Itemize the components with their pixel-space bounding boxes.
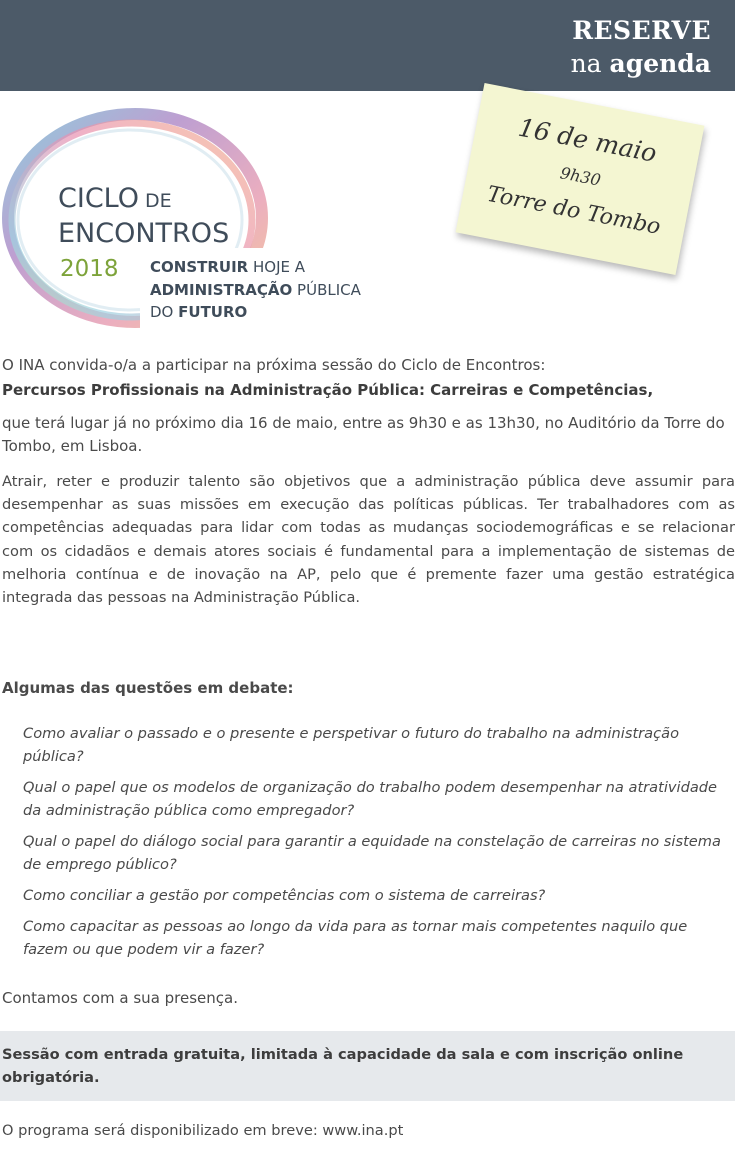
tagline-hoje: HOJE A xyxy=(253,258,306,276)
note-place: Torre do Tombo xyxy=(485,181,663,240)
footer-text: O programa será disponibilizado em breve: www.ina.pt xyxy=(2,1122,404,1139)
question-item: Qual o papel que os modelos de organização do trabalho podem desempenhar na atratividade da administração pública como empregador? xyxy=(23,779,718,820)
question-item: Como capacitar as pessoas ao longo da vida para as tornar mais competentes naquilo que fazem ou que podem vir a fazer? xyxy=(23,918,688,959)
tagline-administracao: ADMINISTRAÇÃO xyxy=(150,281,293,299)
question-item: Como avaliar o passado e o presente e perspetivar o futuro do trabalho na administração pública? xyxy=(23,725,680,766)
notice-text: Sessão com entrada gratuita, limitada à capacidade da sala e com inscrição online obrigatória. xyxy=(2,1046,684,1086)
header-banner xyxy=(0,0,735,91)
na-word: na xyxy=(570,49,602,78)
tagline-futuro: FUTURO xyxy=(178,303,248,321)
questions-list xyxy=(23,722,735,969)
registration-notice xyxy=(0,1031,735,1101)
tagline-line-2 xyxy=(150,281,361,299)
questions-heading: Algumas das questões em debate: xyxy=(2,679,294,697)
intro-text: O INA convida-o/a a participar na próxima sessão do Ciclo de Encontros: xyxy=(2,356,546,374)
agenda-label xyxy=(571,47,711,80)
note-date: 16 de maio xyxy=(515,112,660,168)
sticky-note xyxy=(456,83,705,275)
logo-ciclo-word: CICLO xyxy=(58,183,139,214)
tagline-publica: PÚBLICA xyxy=(297,281,361,299)
logo-year: 2018 xyxy=(60,256,119,282)
logo-ciclo xyxy=(58,183,172,214)
session-title: Percursos Profissionais na Administração Pública: Carreiras e Competências, xyxy=(2,381,654,399)
closing-text: Contamos com a sua presença. xyxy=(2,989,238,1007)
question-item: Como conciliar a gestão por competências com o sistema de carreiras? xyxy=(23,887,546,905)
tagline-line-3 xyxy=(150,303,247,321)
question-item: Qual o papel do diálogo social para garantir a equidade na constelação de carreiras no sistema de emprego público? xyxy=(23,833,721,874)
note-time: 9h30 xyxy=(558,163,603,190)
description-paragraph: Atrair, reter e produzir talento são objetivos que a administração pública deve assumir para desempenhar as suas missões em execução das políticas públicas. Ter trabalhadores com as competências adequadas para lidar com todas as mudanças sociodemográficas e se relacionar com os cidadãos e demais atores sociais é fundamental para a implementação de sistemas de melhoria contínua e de inovação na AP, pelo que é premente fazer uma gestão estratégica integrada das pessoas na Administração Pública. xyxy=(2,473,735,607)
tagline-line-1 xyxy=(150,258,305,276)
session-details: que terá lugar já no próximo dia 16 de maio, entre as 9h30 e as 13h30, no Auditório da Torre do Tombo, em Lisboa. xyxy=(2,414,725,455)
tagline-construir: CONSTRUIR xyxy=(150,258,249,276)
tagline-do: DO xyxy=(150,303,174,321)
logo-encontros: ENCONTROS xyxy=(58,218,230,249)
reserve-title xyxy=(571,14,711,80)
agenda-word: agenda xyxy=(609,49,711,78)
reserve-label: RESERVE xyxy=(572,16,711,45)
logo-de-word: DE xyxy=(145,190,172,212)
